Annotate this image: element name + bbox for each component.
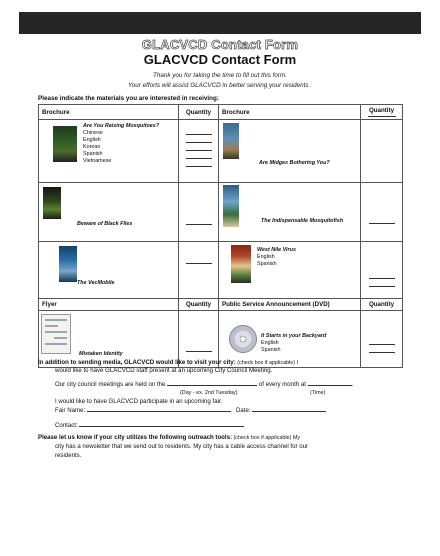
mosquitofish-brochure-image xyxy=(223,185,239,227)
item-mosquitofish xyxy=(219,183,361,242)
quantity-line-black-flies[interactable] xyxy=(186,224,212,225)
item-mosquitoes xyxy=(39,120,179,183)
quantity-line-west-nile-spanish[interactable] xyxy=(369,286,395,287)
quantity-line-spanish[interactable] xyxy=(186,158,212,159)
col-quantity: Quantity xyxy=(179,105,219,120)
outreach-check-note: (check box if applicable) My xyxy=(232,435,301,441)
west-nile-brochure-image xyxy=(231,245,251,283)
quantity-line-mosquitofish[interactable] xyxy=(369,223,395,224)
meetings-label-2: of every month at xyxy=(258,381,306,388)
day-hint: (Day - ex. 2nd Tuesday) xyxy=(180,390,238,396)
time-hint: (Time) xyxy=(310,390,326,396)
col-quantity-2-label: Quantity xyxy=(368,107,395,114)
fair-name-label: Fair Name: xyxy=(55,407,86,414)
quantity-line-chinese[interactable] xyxy=(186,134,212,135)
qty-vecmobile xyxy=(179,242,219,299)
quantity-line-flyer[interactable] xyxy=(186,351,212,352)
meeting-time-field[interactable] xyxy=(308,380,352,386)
header-bar xyxy=(19,12,421,34)
contact-field[interactable] xyxy=(79,421,244,427)
quantity-line-midges-top[interactable] xyxy=(368,116,396,117)
dvd-lang-english: English xyxy=(261,340,279,346)
fair-name-field[interactable] xyxy=(87,406,231,412)
date-label: Date: xyxy=(236,407,251,414)
col-brochure-2: Brochure xyxy=(219,105,361,120)
qty-dvd xyxy=(361,311,403,368)
mosquitoes-brochure-image xyxy=(53,126,77,162)
form-title: GLACVCD Contact Form xyxy=(143,52,297,67)
col-psa: Public Service Announcement (DVD) xyxy=(219,299,361,311)
quantity-line-west-nile-english[interactable] xyxy=(369,278,395,279)
vecmobile-title: The VecMobile xyxy=(77,280,115,286)
visit-council-line: would like to have GLACVCD staff present at an upcoming City Council Meeting. xyxy=(55,367,273,374)
qty-mosquitoes xyxy=(179,120,219,183)
midges-title: Are Midges Bothering You? xyxy=(259,160,330,166)
col-quantity-3: Quantity xyxy=(179,299,219,311)
item-black-flies xyxy=(39,183,179,242)
col-quantity-2 xyxy=(361,105,403,120)
flyer-image xyxy=(41,314,71,354)
contact-label: Contact: xyxy=(55,422,78,429)
col-quantity-4: Quantity xyxy=(361,299,403,311)
lang-vietnamese: Vietnamese xyxy=(83,158,112,164)
quantity-line-korean[interactable] xyxy=(186,150,212,151)
west-nile-lang-english: English xyxy=(257,254,275,260)
intro-text xyxy=(0,71,440,91)
qty-black-flies xyxy=(179,183,219,242)
mosquitofish-title: The Indispensable Mosquitofish xyxy=(261,218,344,224)
col-brochure: Brochure xyxy=(39,105,179,120)
visit-heading: In addition to sending media, GLACVCD would like to visit your city: xyxy=(38,359,236,366)
quantity-line-dvd-english[interactable] xyxy=(369,344,395,345)
quantity-line-vietnamese[interactable] xyxy=(186,166,212,167)
lang-korean: Korean xyxy=(83,144,101,150)
visit-fair-line: I would like to have GLACVCD participate in an upcoming fair. xyxy=(55,398,223,405)
date-field[interactable] xyxy=(252,406,326,412)
form-title-outline: GLACVCD Contact Form xyxy=(141,37,299,52)
outreach-line-1: city has a newsletter that we send out to residents. My city has a cable access channel for our xyxy=(55,443,309,450)
materials-table xyxy=(38,104,403,368)
quantity-line-dvd-spanish[interactable] xyxy=(369,352,395,353)
lang-spanish: Spanish xyxy=(83,151,103,157)
qty-west-nile xyxy=(361,242,403,299)
item-midges xyxy=(219,120,361,183)
quantity-line-english[interactable] xyxy=(186,142,212,143)
intro-line-1: Thank you for taking the time to fill out this form. xyxy=(152,72,288,79)
meeting-day-field[interactable] xyxy=(167,380,257,386)
outreach-heading: Please let us know if your city utilizes the following outreach tools: xyxy=(38,434,233,441)
outreach-line-2: residents. xyxy=(55,452,82,459)
col-flyer: Flyer xyxy=(39,299,179,311)
intro-line-2: Your efforts will assist GLACVCD in better serving your residents . xyxy=(127,82,313,89)
lang-english: English xyxy=(83,137,101,143)
dvd-lang-spanish: Spanish xyxy=(261,347,281,353)
qty-mosquitofish xyxy=(361,183,403,242)
west-nile-lang-spanish: Spanish xyxy=(257,261,277,267)
midges-brochure-image xyxy=(223,123,239,159)
west-nile-title: West Nile Virus xyxy=(257,247,296,253)
dvd-title: It Starts in your Backyard xyxy=(261,333,327,339)
dvd-disc-icon xyxy=(229,325,257,353)
flyer-title: Mistaken Identity xyxy=(79,351,123,357)
lang-chinese: Chinese xyxy=(83,130,103,136)
black-flies-brochure-image xyxy=(43,187,61,219)
black-flies-title: Beware of Black Flies xyxy=(77,221,133,227)
quantity-line-vecmobile[interactable] xyxy=(186,263,212,264)
meetings-label: Our city council meetings are held on the xyxy=(55,381,166,388)
vecmobile-brochure-image xyxy=(59,246,77,282)
visit-check-note: (check box if applicable) I xyxy=(235,360,299,366)
qty-midges xyxy=(361,120,403,183)
mosquitoes-title: Are You Raising Mosquitoes? xyxy=(83,123,160,129)
materials-prompt: Please indicate the materials you are interested in receiving: xyxy=(38,95,219,102)
item-west-nile xyxy=(219,242,361,299)
item-vecmobile xyxy=(39,242,179,299)
